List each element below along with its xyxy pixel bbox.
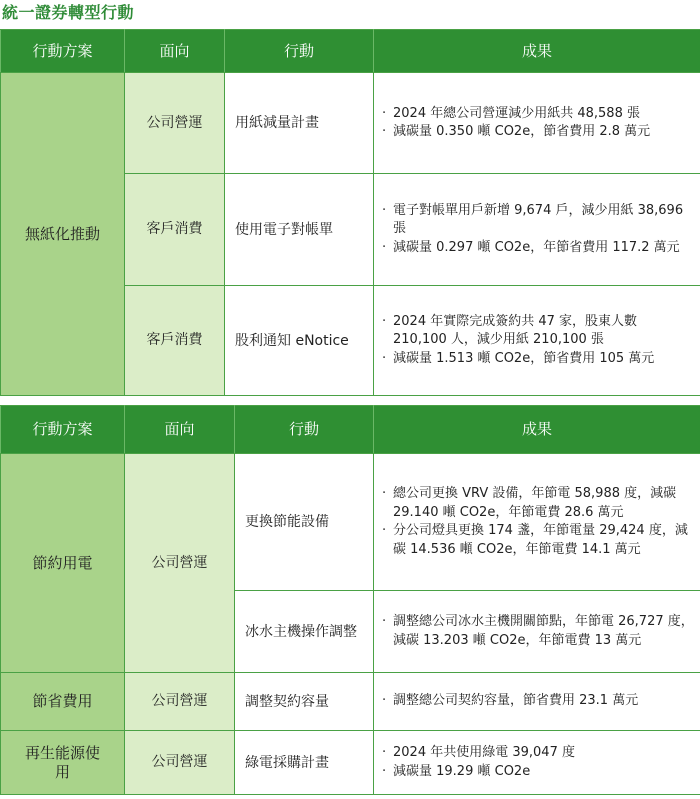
page-title: 統一證券轉型行動 bbox=[2, 3, 135, 22]
result-cell bbox=[374, 454, 700, 591]
aspect-cell: 公司營運 bbox=[125, 673, 235, 731]
result-cell bbox=[374, 591, 700, 673]
result-item: · 調整總公司冰水主機開關節點，年節電 26,727 度，減碳 13.203 噸 CO2e，年節電費 13 萬元 bbox=[382, 613, 694, 650]
result-item: · 減碳量 0.297 噸 CO2e，年節省費用 117.2 萬元 bbox=[382, 239, 694, 258]
result-cell bbox=[374, 174, 700, 286]
action-cell: 更換節能設備 bbox=[235, 454, 374, 591]
aspect-cell: 公司營運 bbox=[125, 454, 235, 673]
result-item: · 2024 年總公司營運減少用紙共 48,588 張 bbox=[382, 105, 694, 124]
aspect-cell: 公司營運 bbox=[125, 731, 235, 795]
table-header-row bbox=[1, 406, 700, 454]
plan-cell: 無紙化推動 bbox=[1, 73, 125, 396]
header-aspect: 面向 bbox=[125, 30, 225, 73]
result-cell bbox=[374, 286, 700, 396]
result-cell bbox=[374, 73, 700, 174]
paperless-table bbox=[0, 29, 700, 396]
action-cell: 使用電子對帳單 bbox=[225, 174, 374, 286]
result-item: · 2024 年共使用綠電 39,047 度 bbox=[382, 744, 694, 763]
plan-cell: 節約用電 bbox=[1, 454, 125, 673]
result-cell bbox=[374, 731, 700, 795]
result-item: · 電子對帳單用戶新增 9,674 戶，減少用紙 38,696 張 bbox=[382, 202, 694, 239]
energy-table bbox=[0, 405, 700, 795]
aspect-cell: 公司營運 bbox=[125, 73, 225, 174]
header-action: 行動 bbox=[225, 30, 374, 73]
table-header-row bbox=[1, 30, 700, 73]
table-row bbox=[1, 673, 700, 731]
action-cell: 股利通知 eNotice bbox=[225, 286, 374, 396]
action-cell: 冰水主機操作調整 bbox=[235, 591, 374, 673]
result-item: · 調整總公司契約容量，節省費用 23.1 萬元 bbox=[382, 692, 694, 711]
header-aspect: 面向 bbox=[125, 406, 235, 454]
result-item: · 總公司更換 VRV 設備，年節電 58,988 度，減碳 29.140 噸 CO2e，年節電費 28.6 萬元 bbox=[382, 485, 694, 522]
result-item: · 分公司燈具更換 174 盞，年節電量 29,424 度，減碳 14.536 噸 CO2e，年節電費 14.1 萬元 bbox=[382, 522, 694, 559]
header-result: 成果 bbox=[374, 406, 700, 454]
action-cell: 綠電採購計畫 bbox=[235, 731, 374, 795]
header-plan: 行動方案 bbox=[1, 30, 125, 73]
action-cell: 調整契約容量 bbox=[235, 673, 374, 731]
header-result: 成果 bbox=[374, 30, 700, 73]
result-item: · 減碳量 0.350 噸 CO2e，節省費用 2.8 萬元 bbox=[382, 123, 694, 142]
header-plan: 行動方案 bbox=[1, 406, 125, 454]
result-item: · 2024 年實際完成簽約共 47 家，股東人數 210,100 人，減少用紙 210,100 張 bbox=[382, 313, 694, 350]
header-action: 行動 bbox=[235, 406, 374, 454]
aspect-cell: 客戶消費 bbox=[125, 286, 225, 396]
aspect-cell: 客戶消費 bbox=[125, 174, 225, 286]
table-row bbox=[1, 73, 700, 174]
plan-cell: 再生能源使用 bbox=[1, 731, 125, 795]
result-item: · 減碳量 19.29 噸 CO2e bbox=[382, 763, 694, 782]
table-row bbox=[1, 454, 700, 591]
plan-cell: 節省費用 bbox=[1, 673, 125, 731]
action-cell: 用紙減量計畫 bbox=[225, 73, 374, 174]
result-item: · 減碳量 1.513 噸 CO2e，節省費用 105 萬元 bbox=[382, 350, 694, 369]
result-cell bbox=[374, 673, 700, 731]
table-row bbox=[1, 731, 700, 795]
